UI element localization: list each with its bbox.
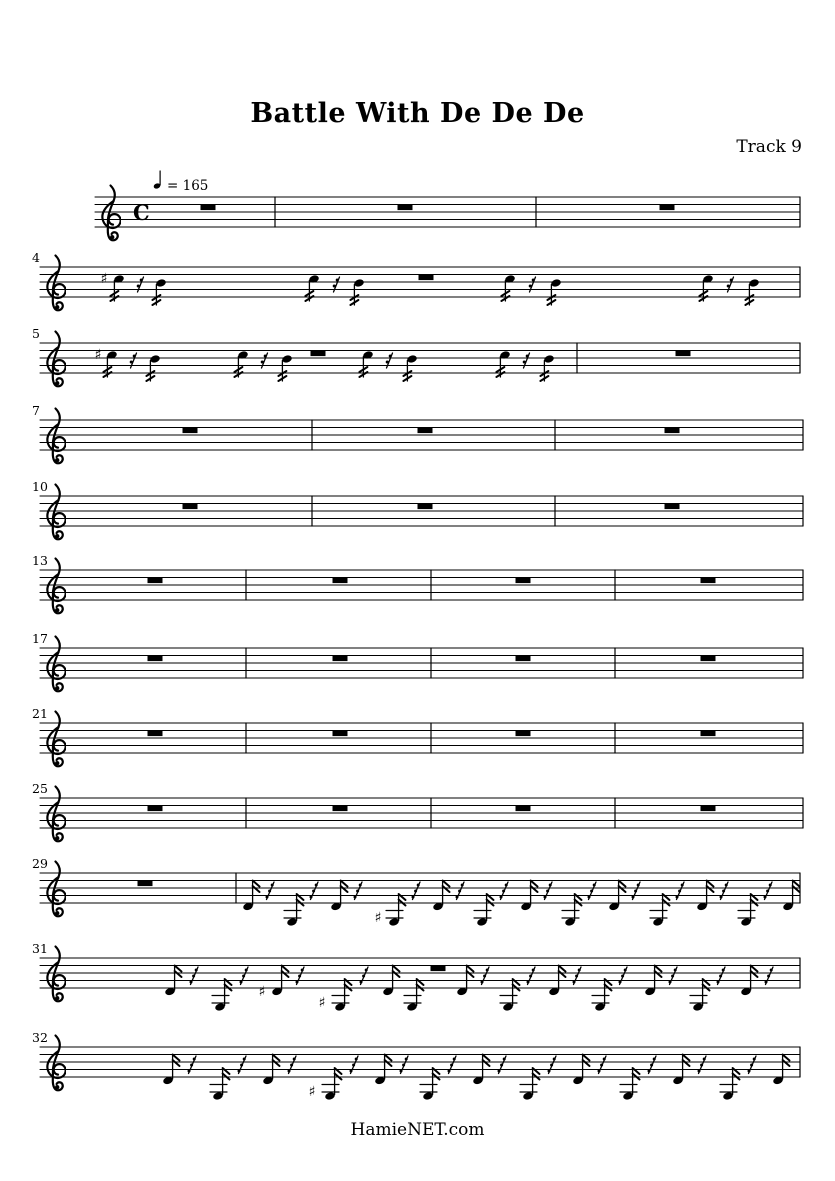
measure-number: 29 [32,856,48,871]
thirtysecond-rest [648,1056,657,1074]
treble-clef-icon [47,256,65,311]
rest-dot [700,1064,703,1067]
sixteenth-note-low [500,979,520,1012]
rest-dot [271,884,274,887]
rest-dot [450,1064,453,1067]
rest-dot [312,890,315,893]
rest-dot [412,896,415,899]
sixteenth-note-low [720,1068,740,1101]
rest-dot [355,1058,358,1061]
rest-dot [600,1064,603,1067]
rest-dot [356,890,359,893]
thirtysecond-rest [412,882,421,900]
staff-system [32,781,803,841]
treble-clef-icon [47,332,65,387]
rest-dot [266,896,269,899]
rest-dot [500,1064,503,1067]
thirtysecond-rest [266,882,275,900]
rest-dot [402,1064,405,1067]
rest-dot [362,975,365,978]
thirtysecond-rest [498,1056,507,1074]
rest-dot [549,884,552,887]
thirtysecond-rest [190,967,199,985]
rest-dot [461,884,464,887]
thirtysecond-rest [360,967,369,985]
rest-dot [192,975,195,978]
rest-dot [133,355,136,358]
rest-dot [703,1058,706,1061]
treble-clef-icon [102,186,120,241]
rest-dot [671,975,674,978]
measure-number: 31 [32,941,48,956]
rest-dot [240,1064,243,1067]
rest-dot [593,884,596,887]
rest-dot [770,969,773,972]
rest-dot [765,981,768,984]
sixteenth-note-low [650,894,670,927]
whole-rest [148,656,163,661]
measure-number: 7 [32,403,40,418]
whole-rest [333,806,348,811]
thirtysecond-rest [456,882,465,900]
rest-dot [674,969,677,972]
sharp-sign: ♯ [100,271,108,287]
rest-dot [588,896,591,899]
rest-dot [359,884,362,887]
staff-system [32,631,803,691]
whole-rest [660,205,675,210]
treble-clef-icon [47,947,65,1002]
measure-number: 5 [32,326,40,341]
rest-dot [717,981,720,984]
whole-rest [701,806,716,811]
whole-rest [676,351,691,356]
rest-dot [764,896,767,899]
rest-dot [500,896,503,899]
measure-number: 4 [32,250,40,265]
rest-dot [188,1070,191,1073]
whole-rest [419,275,434,280]
rest-dot [722,969,725,972]
rest-dot [725,884,728,887]
whole-rest [516,806,531,811]
rest-dot [769,884,772,887]
thirtysecond-rest [720,882,729,900]
whole-rest [148,578,163,583]
whole-rest [333,656,348,661]
rest-dot [722,890,725,893]
sixteenth-note-low [322,1068,342,1101]
rest-dot [268,890,271,893]
whole-rest [665,428,680,433]
staff-system [32,250,800,310]
sixteenth-note-low [386,894,406,927]
rest-dot [505,884,508,887]
rest-dot [727,285,730,288]
rest-dot [243,1058,246,1061]
thirtysecond-rest [676,882,685,900]
rest-dot [619,981,622,984]
whole-rest [333,731,348,736]
thirtysecond-rest [698,1056,707,1074]
thirtysecond-rest [288,1056,297,1074]
rest-dot [453,1058,456,1061]
rest-dot [301,969,304,972]
sixteenth-note-low [332,979,352,1012]
whole-rest [201,205,216,210]
whole-rest [138,881,153,886]
thirtysecond-rest [238,1056,247,1074]
sixteenth-note-low [562,894,582,927]
thirtysecond-rest [765,967,774,985]
whole-rest [516,731,531,736]
thirtysecond-rest [588,882,597,900]
whole-rest [516,578,531,583]
treble-clef-icon [47,559,65,614]
whole-rest [701,578,716,583]
thirtysecond-rest [350,1056,359,1074]
thirtysecond-rest [240,967,249,985]
rest-dot [400,1070,403,1073]
rest-dot [653,1058,656,1061]
whole-rest [333,578,348,583]
rest-dot [648,1070,651,1073]
measure-number: 21 [32,706,48,721]
whole-rest [701,656,716,661]
rest-dot [637,884,640,887]
treble-clef-icon [47,787,65,842]
rest-dot [288,1070,291,1073]
thirtysecond-rest [481,967,490,985]
rest-dot [333,285,336,288]
whole-rest [418,504,433,509]
rest-dot [481,981,484,984]
rest-dot [624,969,627,972]
rest-dot [193,1058,196,1061]
rest-dot [245,969,248,972]
rest-dot [532,279,535,282]
thirtysecond-rest [448,1056,457,1074]
thirtysecond-rest [544,882,553,900]
measure-number: 10 [32,479,48,494]
measure-number: 13 [32,553,48,568]
treble-clef-icon [47,862,65,917]
rest-dot [753,1058,756,1061]
rest-dot [730,279,733,282]
rest-dot [526,355,529,358]
rest-dot [548,1070,551,1073]
thirtysecond-rest [354,882,363,900]
rest-dot [296,981,299,984]
sixteenth-note-low [404,979,424,1012]
tempo-marking [153,171,208,194]
track-label: Track 9 [736,137,802,157]
sixteenth-note-low [212,979,232,1012]
rest-dot [529,285,532,288]
rest-dot [417,884,420,887]
sixteenth-note-low [210,1068,230,1101]
rest-dot [767,975,770,978]
rest-dot [650,1064,653,1067]
staff-system [32,1030,800,1101]
rest-dot [678,890,681,893]
rest-dot [550,1064,553,1067]
rest-dot [575,975,578,978]
thirtysecond-rest [632,882,641,900]
thirtysecond-rest [400,1056,409,1074]
rest-dot [483,975,486,978]
rest-dot [681,884,684,887]
staff-system [32,941,800,1012]
rest-dot [698,1070,701,1073]
measure-number: 17 [32,631,48,646]
rest-dot [456,896,459,899]
whole-rest [701,731,716,736]
rest-dot [389,355,392,358]
rest-dot [195,969,198,972]
sharp-sign: ♯ [94,347,102,363]
thirtysecond-rest [188,1056,197,1074]
rest-dot [532,969,535,972]
sixteenth-note-low [284,894,304,927]
whole-rest [398,205,413,210]
rest-dot [386,361,389,364]
thirtysecond-rest [598,1056,607,1074]
rest-dot [621,975,624,978]
treble-clef-icon [47,485,65,540]
measure-number: 32 [32,1030,48,1045]
staff-system [95,171,800,240]
rest-dot [573,981,576,984]
sixteenth-note-low [620,1068,640,1101]
rest-dot [315,884,318,887]
staff-system [32,326,800,386]
footer-site-label: HamieNET.com [350,1120,485,1140]
rest-dot [365,969,368,972]
rest-dot [130,361,133,364]
staff-system [32,553,803,613]
measure-number: 25 [32,781,48,796]
treble-clef-icon [47,1036,65,1091]
rest-dot [748,1070,751,1073]
sixteenth-note-low [738,894,758,927]
thirtysecond-rest [764,882,773,900]
thirtysecond-rest [619,967,628,985]
rest-dot [414,890,417,893]
rest-dot [498,1070,501,1073]
rest-dot [405,1058,408,1061]
rest-dot [458,890,461,893]
treble-clef-icon [47,712,65,767]
rest-dot [238,1070,241,1073]
thirtysecond-rest [717,967,726,985]
rest-dot [766,890,769,893]
whole-rest [311,351,326,356]
thirtysecond-rest [748,1056,757,1074]
rest-dot [352,1064,355,1067]
whole-rest [148,731,163,736]
sharp-sign: ♯ [308,1084,316,1100]
rest-dot [486,969,489,972]
rest-dot [261,361,264,364]
rest-dot [293,1058,296,1061]
staff-system [32,856,800,927]
thirtysecond-rest [296,967,305,985]
whole-rest [516,656,531,661]
rest-dot [502,890,505,893]
thirtysecond-rest [310,882,319,900]
rest-dot [190,981,193,984]
rest-dot [669,981,672,984]
sixteenth-note-low [690,979,710,1012]
sixteenth-note-low [420,1068,440,1101]
rest-dot [598,1070,601,1073]
rest-dot [190,1064,193,1067]
rest-dot [523,361,526,364]
rest-dot [354,896,357,899]
rest-dot [720,896,723,899]
rest-dot [676,896,679,899]
rest-dot [140,279,143,282]
treble-clef-icon [47,409,65,464]
thirtysecond-rest [669,967,678,985]
whole-rest [431,966,446,971]
page-title: Battle With De De De [250,98,585,129]
rest-dot [544,896,547,899]
thirtysecond-rest [500,882,509,900]
thirtysecond-rest [548,1056,557,1074]
rest-dot [137,285,140,288]
rest-dot [242,975,245,978]
staff-system [32,706,803,766]
whole-rest [183,504,198,509]
rest-dot [503,1058,506,1061]
rest-dot [264,355,267,358]
rest-dot [634,890,637,893]
tempo-text: = 165 [167,178,209,194]
rest-dot [719,975,722,978]
rest-dot [240,981,243,984]
sixteenth-note-low [520,1068,540,1101]
thirtysecond-rest [527,967,536,985]
whole-rest [148,806,163,811]
rest-dot [350,1070,353,1073]
whole-rest [665,504,680,509]
staff-system [32,403,803,463]
rest-dot [290,1064,293,1067]
rest-dot [448,1070,451,1073]
rest-dot [336,279,339,282]
sharp-sign: ♯ [318,995,326,1011]
rest-dot [298,975,301,978]
sixteenth-note-low [474,894,494,927]
whole-rest [418,428,433,433]
sixteenth-note-low [592,979,612,1012]
rest-dot [603,1058,606,1061]
rest-dot [546,890,549,893]
rest-dot [360,981,363,984]
treble-clef-icon [47,637,65,692]
thirtysecond-rest [573,967,582,985]
rest-dot [553,1058,556,1061]
staff-system [32,479,803,539]
rest-dot [632,896,635,899]
time-signature: C [133,200,150,225]
rest-dot [527,981,530,984]
sharp-sign: ♯ [374,910,382,926]
sharp-sign: ♯ [258,984,266,1000]
rest-dot [310,896,313,899]
rest-dot [750,1064,753,1067]
rest-dot [529,975,532,978]
whole-rest [183,428,198,433]
rest-dot [578,969,581,972]
rest-dot [590,890,593,893]
